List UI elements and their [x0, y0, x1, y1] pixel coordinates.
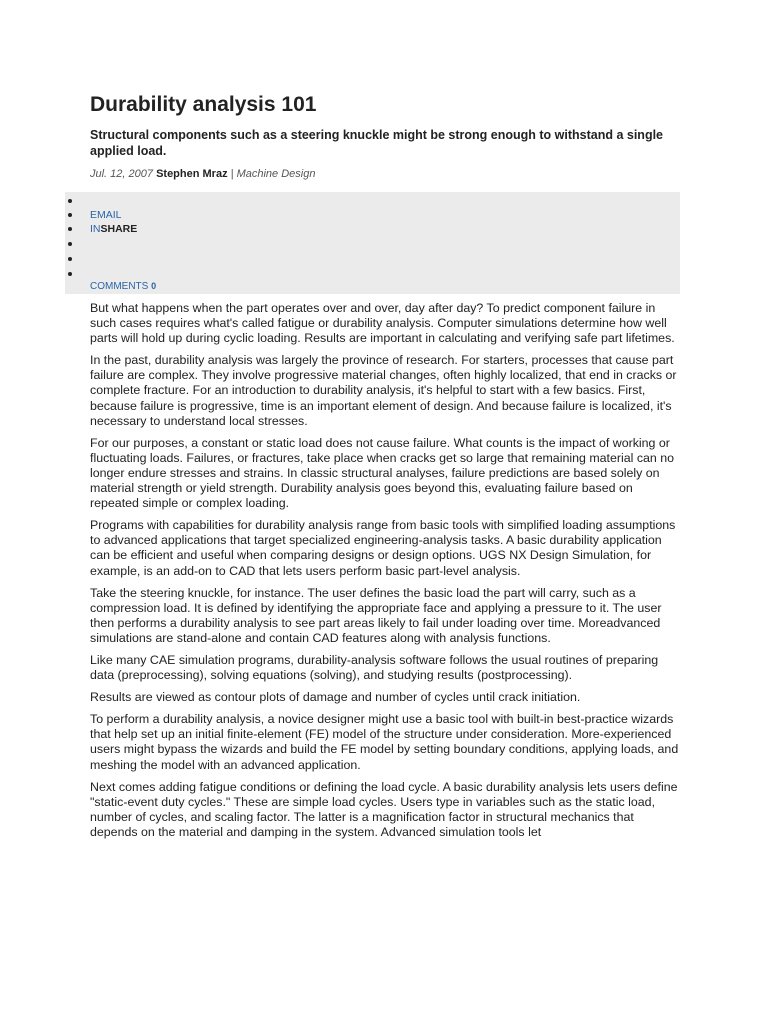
paragraph: But what happens when the part operates over and over, day after day? To predict component failure in such cases requires what's called fatigue or durability analysis. Computer simulations determine how well parts will hold up during cyclic loading. Results are important in calculating and verifying safe part lifetimes. [90, 301, 675, 346]
article-title: Durability analysis 101 [90, 93, 317, 116]
share-label: SHARE [100, 223, 138, 235]
paragraph: For our purposes, a constant or static load does not cause failure. What counts is the impact of working or fluctuating loads. Failures, or fractures, take place when cracks get so large that remaining material can no longer endure stresses and strains. In classic structural analyses, failure predictions are based solely on material strength or yield strength. Durability analysis goes beyond this, evaluating failure based on repeated simple or complex loading. [90, 435, 675, 511]
paragraph: Like many CAE simulation programs, durability-analysis software follows the usual routines of preparing data (preprocessing), solving equations (solving), and studying results (postprocessing). [90, 652, 659, 683]
linkedin-share-link[interactable] [90, 222, 137, 236]
author-name[interactable]: Stephen Mraz [156, 168, 228, 180]
byline [90, 167, 680, 181]
paragraph: In the past, durability analysis was largely the province of research. For starters, processes that cause part failure are complex. They involve progressive material changes, often highly localized, that end in cracks or complete fracture. For an introduction to durability analysis, it's helpful to start with a few basics. First, because failure is progressive, time is an important element of design. And because failure is localized, it's necessary to understand local stresses. [90, 353, 677, 428]
share-item-empty-2 [65, 237, 680, 251]
comments-label: COMMENTS [90, 281, 149, 292]
bullet-icon [68, 199, 72, 203]
email-link[interactable]: EMAIL [90, 209, 122, 221]
bullet-icon [68, 227, 72, 231]
byline-separator: | [230, 168, 234, 180]
bullet-icon [68, 242, 72, 246]
share-item-empty-1 [65, 194, 680, 208]
publication-name: Machine Design [236, 168, 316, 180]
share-item-linkedin[interactable] [65, 222, 680, 236]
article-header [90, 92, 680, 181]
bullet-icon [68, 257, 72, 261]
share-item-empty-3 [65, 252, 680, 266]
paragraph: Results are viewed as contour plots of damage and number of cycles until crack initiation. [90, 690, 581, 705]
share-toolbar [65, 192, 680, 294]
in-label: IN [90, 223, 101, 235]
article-body [90, 301, 682, 847]
article-deck: Structural components such as a steering knuckle might be strong enough to withstand a single applied load. [90, 128, 664, 158]
share-item-empty-4 [65, 267, 680, 281]
publish-date: Jul. 12, 2007 [90, 168, 153, 180]
paragraph: To perform a durability analysis, a novice designer might use a basic tool with built-in best-practice wizards that help set up an initial finite-element (FE) model of the structure under consideration. More-experienced users might bypass the wizards and build the FE model by setting boundary conditions, applying loads, and meshing the model with an advanced application. [90, 712, 679, 772]
share-item-email[interactable] [65, 208, 680, 222]
paragraph: Programs with capabilities for durability analysis range from basic tools with simplified loading assumptions to advanced applications that target specialized engineering-analysis tasks. A basic durability application can be efficient and useful when comparing designs or design options. UGS NX Design Simulation, for example, is an add-on to CAD that lets users perform basic part-level analysis. [90, 518, 676, 578]
bullet-icon [68, 272, 72, 276]
comments-count: 0 [151, 281, 157, 291]
comments-link[interactable] [90, 280, 156, 293]
paragraph: Take the steering knuckle, for instance. The user defines the basic load the part will carry, such as a compression load. It is defined by identifying the appropriate face and applying a pressure to it. The user then performs a durability analysis to see part areas likely to fail under loading over time. Moreadvanced simulations are stand-alone and contain CAD features along with analysis functions. [90, 585, 662, 645]
paragraph: Next comes adding fatigue conditions or defining the load cycle. A basic durability analysis lets users define "static-event duty cycles." These are simple load cycles. Users type in variables such as the static load, number of cycles, and scaling factor. The latter is a magnification factor in structural mechanics that depends on the material and damping in the system. Advanced simulation tools let [90, 779, 678, 839]
bullet-icon [68, 213, 72, 217]
